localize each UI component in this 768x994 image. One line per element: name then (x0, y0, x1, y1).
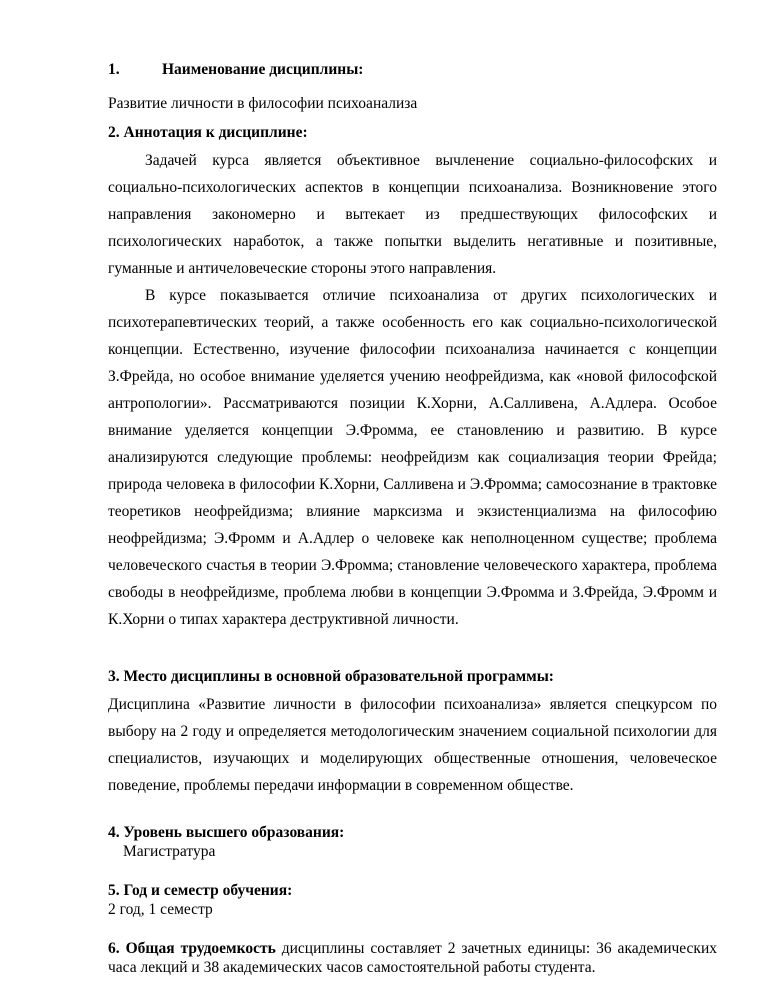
section-2-heading: 2. Аннотация к дисциплине: (108, 124, 308, 141)
annotation-paragraph-1: Задачей курса является объективное вычленение социально-философских и социально-психологических аспектов в концепции психоанализа. Возникновение этого направления закономерно и вытекает из предшествующих философских и психологических наработок, а также попытки выделить негативные и позитивные, гуманные и античеловеческие стороны этого направления. (108, 152, 717, 277)
year-semester: 2 год, 1 семестр (108, 901, 213, 918)
workload-text: дисциплины составляет 2 зачетных единицы: 36 академических часа лекций и 38 академических часов самостоятельной работы студента. (108, 940, 718, 976)
workload-lead: 6. Общая трудоемкость (108, 940, 276, 957)
section-1-number: 1. (108, 61, 120, 78)
section-1-title: Наименование дисциплины: (162, 61, 364, 78)
education-level: Магистратура (123, 843, 216, 860)
workload-paragraph (108, 939, 717, 977)
program-place-paragraph: Дисциплина «Развитие личности в философии психоанализа» является спецкурсом по выбору на 2 году и определяется методологическим значением социальной психологии для специалистов, изучающих и моделирующих общественные отношения, человеческое поведение, проблемы передачи информации в современном обществе. (108, 696, 717, 794)
annotation-paragraph-2: В курсе показывается отличие психоанализа от других психологических и психотерапевтических теорий, а также особенность его как социально-психологической концепции. Естественно, изучение философии психоанализа начинается с концепции З.Фрейда, но особое внимание уделяется учению неофрейдизма, как «новой философской антропологии». Рассматриваются позиции К.Хорни, А.Салливена, А.Адлера. Особое внимание уделяется концепции Э.Фромма, ее становлению и развитию. В курсе анализируются следующие проблемы: неофрейдизм как социализация теории Фрейда; природа человека в философии К.Хорни, Салливена и Э.Фромма; самосознание в трактовке теоретиков неофрейдизма; влияние марксизма и экзистенциализма на философию неофрейдизма; Э.Фромм и А.Адлер о человеке как неполноценном существе; проблема человеческого счастья в теории Э.Фромма; становление человеческого характера, проблема свободы в неофрейдизме, проблема любви в концепции Э.Фромма и З.Фрейда, Э.Фромм и К.Хорни о типах характера деструктивной личности. (108, 287, 717, 628)
section-3-heading: 3. Место дисциплины в основной образовательной программы: (108, 668, 554, 685)
course-name: Развитие личности в философии психоанализа (108, 95, 418, 112)
section-5-heading: 5. Год и семестр обучения: (108, 882, 293, 899)
section-4-heading: 4. Уровень высшего образования: (108, 824, 345, 841)
section-1-heading (108, 56, 717, 84)
